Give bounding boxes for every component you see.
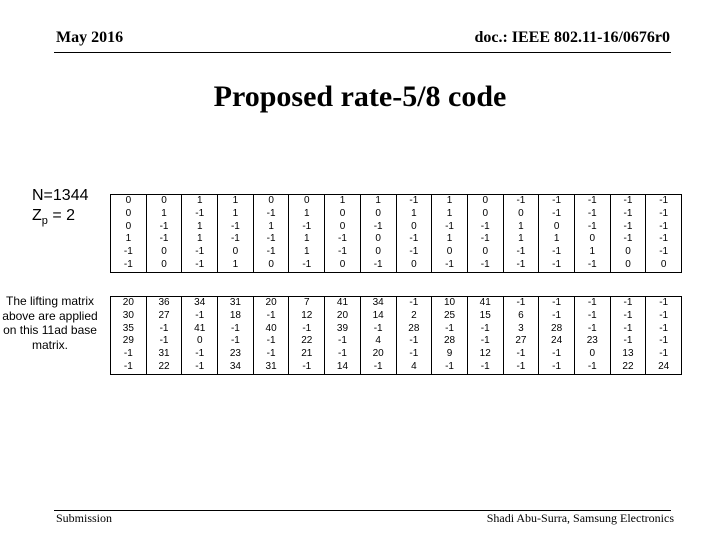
lifting-matrix-cell: -1: [218, 335, 254, 348]
base-matrix-cell: 0: [253, 259, 289, 272]
base-matrix-cell: -1: [503, 195, 539, 208]
base-matrix-cell: -1: [503, 259, 539, 272]
base-matrix-cell: -1: [539, 195, 575, 208]
base-matrix-cell: 1: [218, 208, 254, 221]
base-matrix-cell: -1: [467, 221, 503, 234]
base-matrix-cell: -1: [218, 233, 254, 246]
header-doc-id: doc.: IEEE 802.11-16/0676r0: [474, 29, 670, 46]
base-matrix-cell: 0: [360, 233, 396, 246]
base-matrix-row: [111, 246, 682, 259]
lifting-note: The lifting matrix above are applied on this 11ad base matrix.: [2, 294, 98, 352]
lifting-matrix-cell: -1: [396, 297, 432, 310]
base-matrix-cell: -1: [182, 208, 218, 221]
base-matrix-cell: 1: [289, 246, 325, 259]
base-matrix-cell: 0: [610, 246, 646, 259]
lifting-matrix-cell: -1: [432, 361, 468, 374]
base-matrix-cell: 0: [467, 208, 503, 221]
base-matrix-cell: 1: [503, 221, 539, 234]
base-matrix-cell: -1: [610, 195, 646, 208]
lifting-matrix-cell: -1: [503, 297, 539, 310]
base-matrix-cell: -1: [111, 259, 147, 272]
base-matrix-cell: 1: [503, 233, 539, 246]
lifting-matrix-cell: 24: [646, 361, 682, 374]
lifting-matrix-cell: -1: [503, 348, 539, 361]
base-matrix-cell: -1: [325, 246, 361, 259]
lifting-matrix-cell: 28: [396, 323, 432, 336]
base-matrix-cell: -1: [182, 259, 218, 272]
base-matrix-cell: 1: [432, 208, 468, 221]
base-matrix-cell: -1: [503, 246, 539, 259]
lifting-matrix-cell: 20: [253, 297, 289, 310]
lifting-matrix-cell: -1: [467, 335, 503, 348]
base-matrix-cell: -1: [646, 195, 682, 208]
lifting-matrix-cell: 4: [360, 335, 396, 348]
lifting-matrix-cell: -1: [253, 348, 289, 361]
lifting-matrix-cell: 36: [146, 297, 182, 310]
lifting-matrix-cell: -1: [539, 348, 575, 361]
header-rule: [54, 52, 671, 53]
lifting-matrix-cell: -1: [182, 310, 218, 323]
lifting-matrix-cell: 28: [539, 323, 575, 336]
base-matrix-cell: 0: [467, 246, 503, 259]
lifting-matrix-cell: -1: [539, 361, 575, 374]
base-matrix-cell: 1: [218, 195, 254, 208]
lifting-matrix-cell: 34: [182, 297, 218, 310]
z-parameter: $Z_p = 2$: [32, 207, 76, 228]
lifting-matrix-cell: -1: [146, 335, 182, 348]
lifting-matrix-cell: -1: [646, 335, 682, 348]
lifting-matrix-cell: -1: [396, 335, 432, 348]
lifting-matrix-cell: -1: [539, 297, 575, 310]
lifting-matrix-cell: 10: [432, 297, 468, 310]
base-matrix-cell: 0: [396, 221, 432, 234]
lifting-matrix: [110, 296, 682, 375]
lifting-matrix-cell: 7: [289, 297, 325, 310]
base-matrix-cell: 0: [396, 259, 432, 272]
footer-author: Shadi Abu-Surra, Samsung Electronics: [486, 511, 674, 525]
lifting-matrix-cell: -1: [111, 348, 147, 361]
lifting-matrix-cell: 41: [182, 323, 218, 336]
base-matrix-cell: 1: [289, 208, 325, 221]
base-matrix-cell: -1: [253, 246, 289, 259]
lifting-matrix-cell: 13: [610, 348, 646, 361]
base-matrix: [110, 194, 682, 273]
lifting-matrix-cell: -1: [539, 310, 575, 323]
lifting-matrix-cell: 20: [360, 348, 396, 361]
base-matrix-cell: 1: [182, 195, 218, 208]
base-matrix-cell: -1: [610, 208, 646, 221]
lifting-matrix-cell: 27: [503, 335, 539, 348]
base-matrix-cell: -1: [574, 221, 610, 234]
base-matrix-cell: 1: [574, 246, 610, 259]
lifting-matrix-cell: -1: [467, 323, 503, 336]
lifting-matrix-cell: 35: [111, 323, 147, 336]
base-matrix-cell: -1: [253, 233, 289, 246]
base-matrix-cell: 0: [111, 221, 147, 234]
lifting-matrix-cell: 31: [146, 348, 182, 361]
base-matrix-row: [111, 221, 682, 234]
lifting-matrix-cell: 4: [396, 361, 432, 374]
base-matrix-cell: 0: [111, 208, 147, 221]
lifting-matrix-cell: 12: [289, 310, 325, 323]
base-matrix-cell: 0: [325, 208, 361, 221]
base-matrix-cell: -1: [396, 246, 432, 259]
base-matrix-cell: -1: [539, 246, 575, 259]
base-matrix-cell: -1: [432, 259, 468, 272]
base-matrix-cell: -1: [574, 259, 610, 272]
base-matrix-cell: -1: [610, 221, 646, 234]
lifting-matrix-cell: 14: [360, 310, 396, 323]
base-matrix-row: [111, 259, 682, 272]
base-matrix-cell: 0: [574, 233, 610, 246]
lifting-matrix-cell: 25: [432, 310, 468, 323]
base-matrix-cell: 1: [182, 221, 218, 234]
slide-title: Proposed rate-5/8 code: [213, 80, 507, 113]
lifting-matrix-cell: 9: [432, 348, 468, 361]
base-matrix-cell: -1: [218, 221, 254, 234]
lifting-matrix-cell: -1: [646, 348, 682, 361]
base-matrix-cell: 1: [182, 233, 218, 246]
base-matrix-cell: -1: [396, 195, 432, 208]
lifting-matrix-cell: 22: [289, 335, 325, 348]
lifting-matrix-cell: 30: [111, 310, 147, 323]
lifting-matrix-cell: -1: [111, 361, 147, 374]
lifting-matrix-cell: -1: [289, 323, 325, 336]
base-matrix-cell: 0: [253, 195, 289, 208]
base-matrix-cell: 0: [646, 259, 682, 272]
base-matrix-cell: -1: [289, 259, 325, 272]
base-matrix-cell: 0: [610, 259, 646, 272]
lifting-matrix-cell: 20: [111, 297, 147, 310]
lifting-matrix-cell: -1: [574, 361, 610, 374]
base-matrix-cell: 0: [218, 246, 254, 259]
lifting-matrix-cell: -1: [182, 361, 218, 374]
footer-submission: Submission: [56, 511, 113, 525]
base-matrix-cell: 0: [146, 246, 182, 259]
lifting-matrix-row: [111, 335, 682, 348]
base-matrix-cell: -1: [325, 233, 361, 246]
base-matrix-cell: 0: [325, 259, 361, 272]
base-matrix-cell: -1: [646, 246, 682, 259]
lifting-matrix-cell: 20: [325, 310, 361, 323]
base-matrix-cell: -1: [467, 233, 503, 246]
base-matrix-cell: 0: [146, 259, 182, 272]
base-matrix-cell: 0: [289, 195, 325, 208]
lifting-matrix-cell: 3: [503, 323, 539, 336]
base-matrix-cell: -1: [182, 246, 218, 259]
lifting-matrix-cell: -1: [432, 323, 468, 336]
base-matrix-cell: 0: [360, 246, 396, 259]
lifting-matrix-cell: 23: [218, 348, 254, 361]
lifting-matrix-cell: -1: [253, 335, 289, 348]
lifting-matrix-row: [111, 361, 682, 374]
lifting-matrix-cell: 0: [574, 348, 610, 361]
base-matrix-cell: 1: [289, 233, 325, 246]
lifting-matrix-cell: 24: [539, 335, 575, 348]
base-matrix-cell: -1: [467, 259, 503, 272]
base-matrix-cell: -1: [432, 221, 468, 234]
lifting-matrix-cell: 39: [325, 323, 361, 336]
base-matrix-cell: 1: [539, 233, 575, 246]
base-matrix-row: [111, 208, 682, 221]
base-matrix-cell: 0: [432, 246, 468, 259]
lifting-matrix-cell: -1: [646, 297, 682, 310]
base-matrix-cell: 1: [396, 208, 432, 221]
lifting-matrix-cell: -1: [646, 323, 682, 336]
base-matrix-cell: 0: [325, 221, 361, 234]
base-matrix-cell: -1: [360, 259, 396, 272]
base-matrix-cell: 0: [360, 208, 396, 221]
base-matrix-cell: 1: [111, 233, 147, 246]
n-parameter: N=1344: [32, 187, 89, 204]
lifting-matrix-cell: 22: [610, 361, 646, 374]
lifting-matrix-cell: -1: [146, 323, 182, 336]
base-matrix-cell: -1: [253, 208, 289, 221]
base-matrix-cell: 1: [253, 221, 289, 234]
base-matrix-cell: -1: [646, 233, 682, 246]
lifting-matrix-cell: -1: [610, 297, 646, 310]
lifting-matrix-cell: 28: [432, 335, 468, 348]
lifting-matrix-cell: 41: [325, 297, 361, 310]
lifting-matrix-cell: 14: [325, 361, 361, 374]
lifting-matrix-row: [111, 297, 682, 310]
lifting-matrix-cell: -1: [218, 323, 254, 336]
lifting-matrix-cell: -1: [360, 323, 396, 336]
lifting-matrix-cell: 21: [289, 348, 325, 361]
lifting-matrix-cell: 2: [396, 310, 432, 323]
lifting-matrix-cell: 18: [218, 310, 254, 323]
lifting-matrix-cell: 0: [182, 335, 218, 348]
base-matrix-cell: -1: [111, 246, 147, 259]
lifting-matrix-cell: -1: [325, 335, 361, 348]
lifting-matrix-row: [111, 348, 682, 361]
lifting-matrix-cell: 34: [218, 361, 254, 374]
lifting-matrix-cell: -1: [574, 297, 610, 310]
lifting-matrix-cell: 41: [467, 297, 503, 310]
lifting-matrix-cell: -1: [396, 348, 432, 361]
base-matrix-cell: 1: [218, 259, 254, 272]
lifting-matrix-cell: -1: [289, 361, 325, 374]
base-matrix-cell: -1: [146, 233, 182, 246]
base-matrix-cell: -1: [396, 233, 432, 246]
lifting-matrix-cell: -1: [182, 348, 218, 361]
base-matrix-cell: 1: [432, 233, 468, 246]
lifting-matrix-cell: 31: [218, 297, 254, 310]
lifting-matrix-cell: 15: [467, 310, 503, 323]
base-matrix-cell: -1: [610, 233, 646, 246]
lifting-matrix-row: [111, 310, 682, 323]
header-date: May 2016: [56, 29, 124, 46]
base-matrix-cell: -1: [360, 221, 396, 234]
code-parameters: [32, 186, 89, 231]
lifting-matrix-cell: 22: [146, 361, 182, 374]
lifting-matrix-cell: -1: [503, 361, 539, 374]
base-matrix-cell: -1: [539, 259, 575, 272]
base-matrix-cell: -1: [646, 221, 682, 234]
lifting-matrix-cell: 27: [146, 310, 182, 323]
base-matrix-row: [111, 233, 682, 246]
lifting-matrix-cell: -1: [646, 310, 682, 323]
base-matrix-cell: -1: [146, 221, 182, 234]
lifting-matrix-cell: -1: [610, 310, 646, 323]
lifting-matrix-cell: 23: [574, 335, 610, 348]
base-matrix-cell: 0: [539, 221, 575, 234]
base-matrix-cell: 0: [111, 195, 147, 208]
base-matrix-cell: -1: [646, 208, 682, 221]
lifting-matrix-cell: 34: [360, 297, 396, 310]
lifting-matrix-cell: -1: [574, 310, 610, 323]
base-matrix-cell: 1: [432, 195, 468, 208]
base-matrix-cell: 1: [360, 195, 396, 208]
lifting-matrix-cell: -1: [360, 361, 396, 374]
lifting-matrix-cell: -1: [610, 335, 646, 348]
base-matrix-cell: 0: [503, 208, 539, 221]
base-matrix-cell: -1: [539, 208, 575, 221]
lifting-matrix-cell: -1: [253, 310, 289, 323]
lifting-matrix-cell: -1: [574, 323, 610, 336]
base-matrix-cell: 0: [146, 195, 182, 208]
lifting-matrix-cell: 12: [467, 348, 503, 361]
lifting-matrix-cell: 6: [503, 310, 539, 323]
base-matrix-cell: 1: [146, 208, 182, 221]
base-matrix-cell: -1: [289, 221, 325, 234]
lifting-matrix-cell: -1: [610, 323, 646, 336]
lifting-matrix-cell: -1: [467, 361, 503, 374]
base-matrix-row: [111, 195, 682, 208]
lifting-matrix-cell: -1: [325, 348, 361, 361]
base-matrix-cell: -1: [574, 195, 610, 208]
lifting-matrix-cell: 31: [253, 361, 289, 374]
lifting-matrix-cell: 40: [253, 323, 289, 336]
base-matrix-cell: 1: [325, 195, 361, 208]
lifting-matrix-cell: 29: [111, 335, 147, 348]
base-matrix-cell: 0: [467, 195, 503, 208]
base-matrix-cell: -1: [574, 208, 610, 221]
lifting-matrix-row: [111, 323, 682, 336]
